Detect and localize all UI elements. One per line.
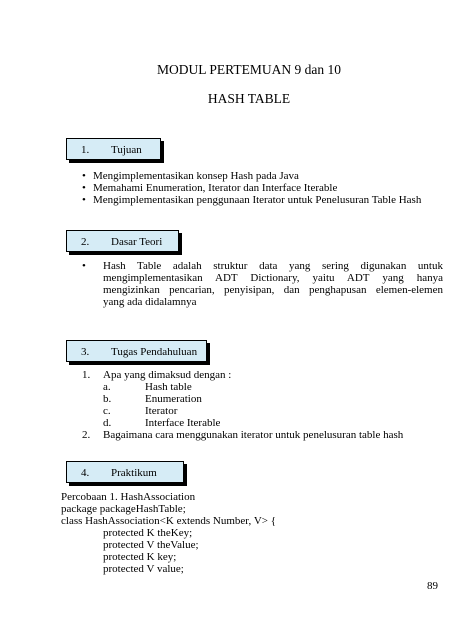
sub-item-letter: d. (103, 417, 112, 429)
code-line: protected K theKey; (103, 527, 193, 539)
bullet-icon: • (82, 194, 86, 206)
question-2-text: Bagaimana cara menggunakan iterator untuk penelusuran table hash (103, 429, 404, 441)
tujuan-item-text: Mengimplementasikan konsep Hash pada Java (93, 170, 299, 182)
sub-item-letter: c. (103, 405, 111, 417)
question-2-number: 2. (82, 429, 91, 441)
paragraph-line: yang ada didalamnya (103, 296, 197, 308)
section-3-label: Tugas Pendahuluan (111, 346, 198, 358)
code-line: protected K key; (103, 551, 177, 563)
doc-subtitle: HASH TABLE (207, 91, 291, 106)
section-1-box (66, 138, 161, 160)
section-1-label: Tujuan (111, 144, 142, 156)
sub-item-letter: a. (103, 381, 111, 393)
sub-item-text: Interface Iterable (145, 417, 221, 429)
paragraph-line: Hash Table adalah struktur data yang sering digunakan untuk (103, 260, 443, 272)
section-4-label: Praktikum (111, 467, 157, 479)
page-number: 89 (427, 580, 438, 592)
code-line: protected V theValue; (103, 539, 199, 551)
sub-item-text: Enumeration (145, 393, 202, 405)
section-3-number: 3. (81, 346, 90, 358)
bullet-icon: • (82, 182, 86, 194)
bullet-icon: • (82, 260, 86, 272)
section-2-box (66, 230, 179, 252)
section-3-box (66, 340, 207, 362)
tujuan-item-text: Memahami Enumeration, Iterator dan Interface Iterable (93, 182, 338, 194)
question-1-text: Apa yang dimaksud dengan : (103, 369, 232, 381)
code-line: Percobaan 1. HashAssociation (61, 491, 196, 503)
section-1-number: 1. (81, 144, 90, 156)
section-4-box (66, 461, 184, 483)
section-4-number: 4. (81, 467, 90, 479)
code-line: package packageHashTable; (61, 503, 186, 515)
sub-item-text: Hash table (145, 381, 192, 393)
question-1-number: 1. (82, 369, 91, 381)
code-line: class HashAssociation<K extends Number, V> { (61, 515, 277, 527)
dasar-teori-paragraph (103, 260, 443, 308)
paragraph-line: mengizinkan pencarian, penyisipan, dan penghapusan elemen-elemen (103, 284, 443, 296)
section-2-number: 2. (81, 236, 90, 248)
sub-item-letter: b. (103, 393, 112, 405)
tujuan-item-text: Mengimplementasikan penggunaan Iterator untuk Penelusuran Table Hash (93, 194, 422, 206)
sub-item-text: Iterator (145, 405, 178, 417)
bullet-icon: • (82, 170, 86, 182)
paragraph-line: mengimplementasikan ADT Dictionary, yaitu ADT yang hanya (103, 272, 443, 284)
code-line: protected V value; (103, 563, 184, 575)
section-2-label: Dasar Teori (111, 236, 163, 248)
doc-title: MODUL PERTEMUAN 9 dan 10 (157, 62, 341, 77)
